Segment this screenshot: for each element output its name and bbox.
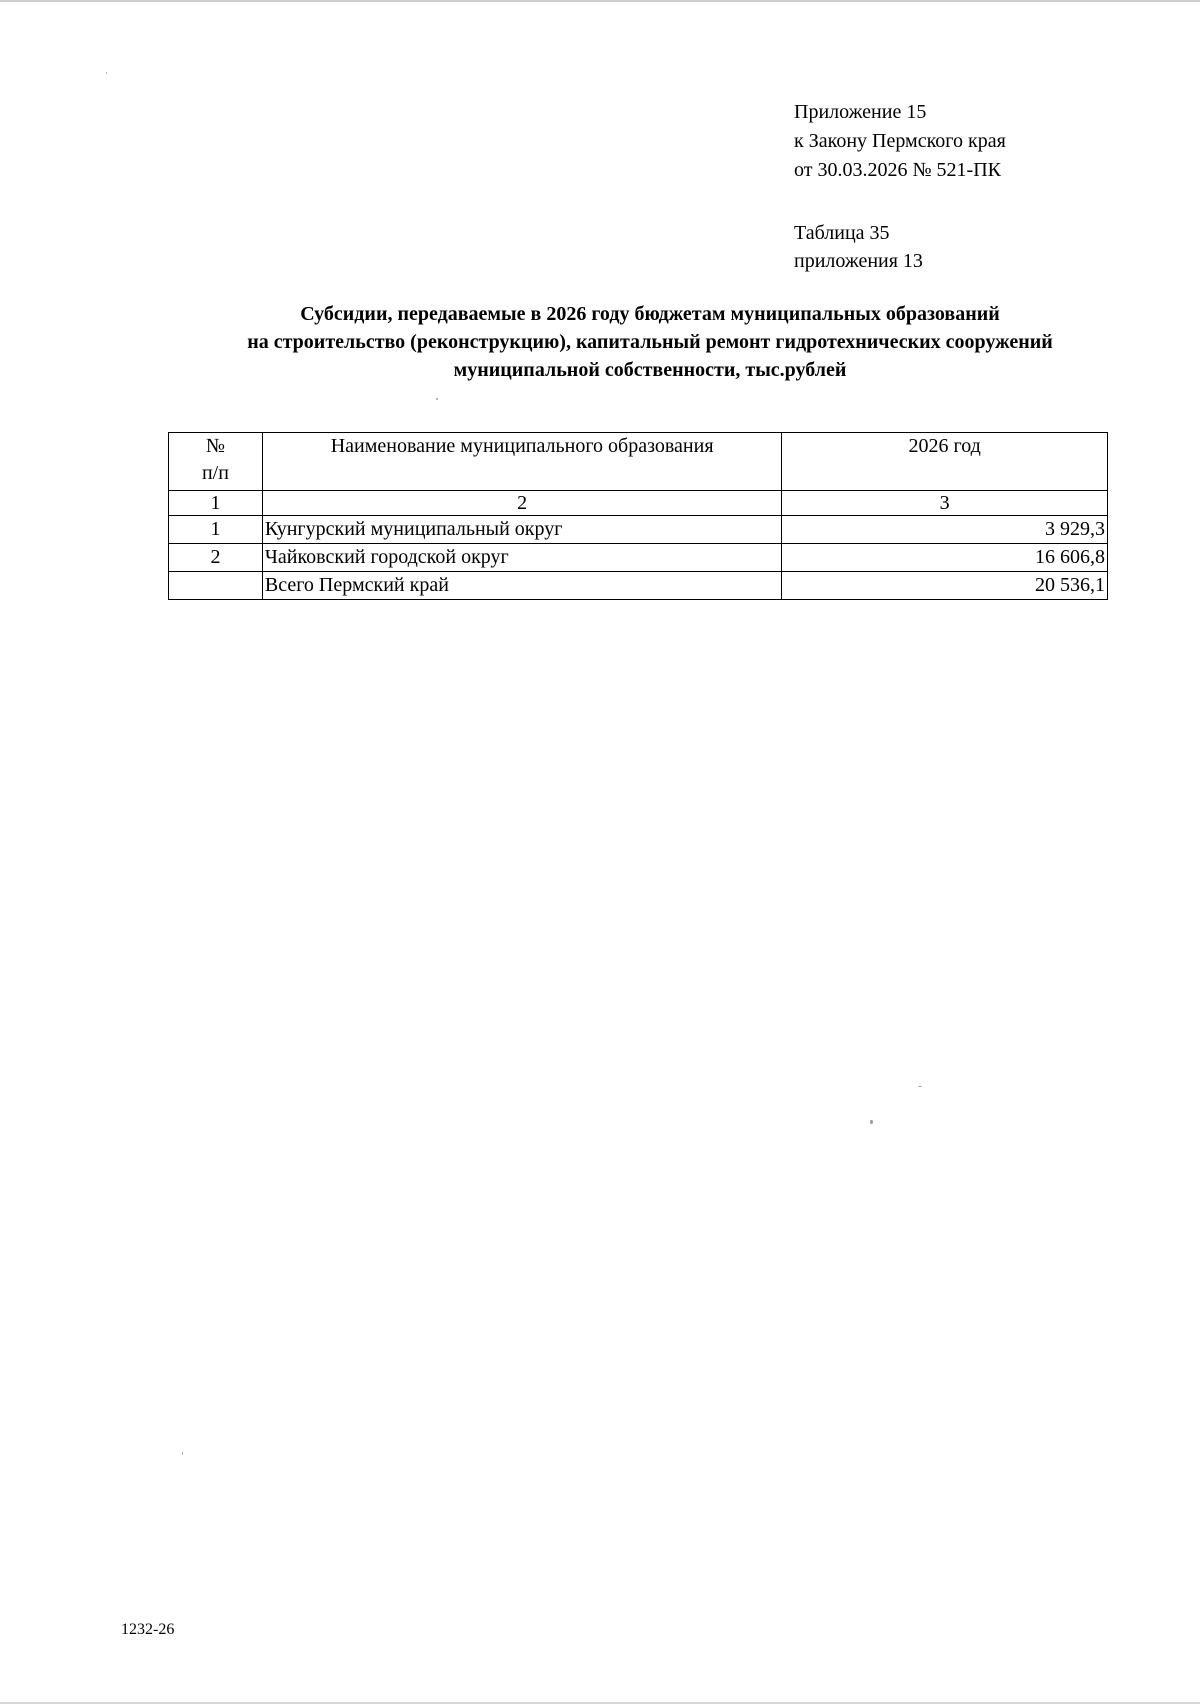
table-appendix-ref: приложения 13 bbox=[794, 250, 923, 272]
appendix-header bbox=[794, 98, 1006, 185]
column-number-row bbox=[169, 491, 1108, 516]
appendix-law-reference: к Закону Пермского края bbox=[794, 130, 1006, 152]
appendix-law-date: от 30.03.2026 № 521-ПК bbox=[794, 159, 1002, 181]
municipality-name-cell: Кунгурский муниципальный округ bbox=[262, 516, 781, 544]
row-number-cell: 2 bbox=[169, 544, 263, 572]
table-row bbox=[169, 544, 1108, 572]
header-number-abbrev: п/п bbox=[201, 462, 229, 484]
row-number-cell: 1 bbox=[169, 516, 263, 544]
row-number-cell bbox=[169, 572, 263, 600]
total-label-cell: Всего Пермский край bbox=[262, 572, 781, 600]
table-row bbox=[169, 516, 1108, 544]
column-number-cell: 1 bbox=[169, 491, 263, 516]
title-line-1: Субсидии, передаваемые в 2026 году бюджетам муниципальных образований bbox=[300, 303, 1000, 325]
scan-speck bbox=[436, 398, 438, 400]
table-header-row bbox=[169, 433, 1108, 491]
amount-cell: 3 929,3 bbox=[782, 516, 1108, 544]
municipality-name-cell: Чайковский городской округ bbox=[262, 544, 781, 572]
header-municipality-name: Наименование муниципального образования bbox=[262, 433, 781, 491]
scan-speck bbox=[870, 1120, 873, 1124]
page-top-edge bbox=[0, 0, 1200, 2]
scan-speck bbox=[918, 1086, 922, 1087]
total-amount-cell: 20 536,1 bbox=[782, 572, 1108, 600]
table-reference bbox=[794, 219, 923, 275]
column-number-cell: 2 bbox=[262, 491, 781, 516]
title-line-3: муниципальной собственности, тыс.рублей bbox=[453, 359, 847, 381]
table-number: Таблица 35 bbox=[794, 222, 890, 244]
subsidy-table bbox=[168, 432, 1108, 600]
title-line-2: на строительство (реконструкцию), капитальный ремонт гидротехнических сооружений bbox=[247, 331, 1053, 353]
appendix-number: Приложение 15 bbox=[794, 101, 927, 123]
table-total-row bbox=[169, 572, 1108, 600]
amount-cell: 16 606,8 bbox=[782, 544, 1108, 572]
header-year: 2026 год bbox=[782, 433, 1108, 491]
document-registration-code: 1232-26 bbox=[121, 1621, 175, 1638]
column-number-cell: 3 bbox=[782, 491, 1108, 516]
scan-speck bbox=[182, 1452, 183, 1455]
scan-speck bbox=[106, 72, 107, 74]
header-number bbox=[169, 433, 263, 491]
document-title bbox=[150, 300, 1150, 384]
header-number-symbol: № bbox=[205, 435, 225, 457]
